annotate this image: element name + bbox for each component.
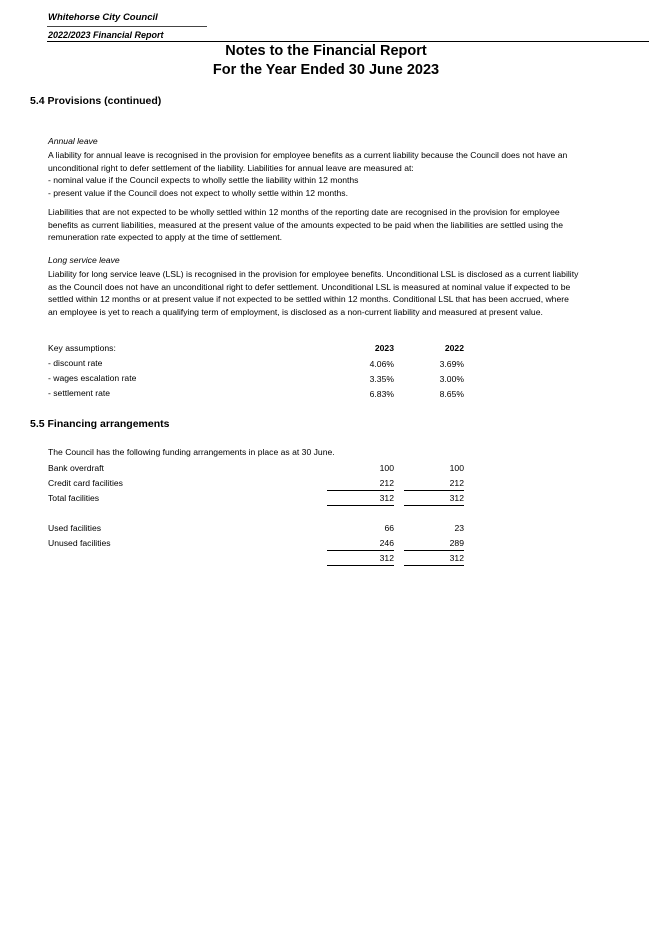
financing-total-2023: 312 [379, 553, 394, 563]
paragraph-line: settled within 12 months or at present value if not expected to be settled within 12 months. Conditional LSL that has been accrued, where [48, 294, 569, 305]
subtotal-rule-2022 [404, 490, 464, 491]
assumption-value-2023: 4.06% [369, 359, 394, 369]
financing-row-label: Used facilities [48, 523, 102, 533]
financing-row-label: Credit card facilities [48, 478, 123, 488]
financing-value-2022: 289 [449, 538, 464, 548]
financing-value-2023: 212 [379, 478, 394, 488]
paragraph-line: benefits as current liabilities, measured at the present value of the amounts expected to be paid when the liabilities are settled using the [48, 219, 563, 230]
subtotal-rule-2022 [404, 550, 464, 551]
page-subtitle: For the Year Ended 30 June 2023 [212, 62, 440, 78]
header-rule [47, 41, 649, 42]
financing-value-2023: 100 [379, 463, 394, 473]
total-rule-2023 [327, 505, 394, 506]
annual-leave-settlement-paragraph [48, 206, 648, 244]
assumption-value-2022: 3.69% [439, 359, 464, 369]
paragraph-line: as the Council does not have an unconditional right to defer settlement. Unconditional LSL is measured at nominal value if expected to be [48, 281, 571, 292]
financing-row-label: Unused facilities [48, 538, 111, 548]
assumption-value-2023: 6.83% [369, 389, 394, 399]
paragraph-line: unconditional right to defer settlement of the liability. Liabilities for annual leave are measured at: [48, 162, 414, 173]
page-title: Notes to the Financial Report [225, 43, 427, 59]
subtotal-rule-2023 [327, 490, 394, 491]
financing-row-label: Bank overdraft [48, 463, 104, 473]
long-service-leave-paragraph [48, 268, 648, 318]
subtotal-rule-2023 [327, 550, 394, 551]
section-heading-financing: 5.5 Financing arrangements [30, 418, 170, 430]
assumption-value-2022: 3.00% [439, 374, 464, 384]
paragraph-line: Liability for long service leave (LSL) is recognised in the provision for employee benefits. Unconditional LSL is disclosed as a current liability [48, 269, 579, 279]
total-rule-2023 [327, 565, 394, 566]
financing-value-2023: 246 [379, 538, 394, 548]
financing-value-2023: 66 [384, 523, 394, 533]
annual-leave-subheading: Annual leave [48, 136, 98, 146]
section-heading-provisions: 5.4 Provisions (continued) [30, 95, 162, 107]
financing-value-2022: 23 [454, 523, 464, 533]
paragraph-line: an employee is yet to reach a qualifying term of employment, is disclosed as a non-current liability and measured at present value. [48, 306, 543, 317]
total-rule-2022 [404, 505, 464, 506]
organisation-name: Whitehorse City Council [48, 12, 158, 23]
long-service-leave-subheading: Long service leave [48, 255, 120, 265]
assumption-row-label: - discount rate [48, 358, 103, 368]
column-header-2022: 2022 [444, 343, 464, 353]
assumption-value-2023: 3.35% [369, 374, 394, 384]
assumption-row-label: - settlement rate [48, 388, 111, 398]
financing-total-label: Total facilities [48, 493, 100, 503]
key-assumptions-label: Key assumptions: [48, 343, 116, 353]
annual-leave-paragraph [48, 149, 648, 199]
paragraph-line: remuneration rate expected to apply at the time of settlement. [48, 232, 283, 243]
financing-total-2022: 312 [449, 553, 464, 563]
report-name: 2022/2023 Financial Report [48, 30, 164, 40]
header-rule-short [47, 26, 207, 27]
paragraph-line: - nominal value if the Council expects to wholly settle the liability within 12 months [48, 175, 359, 186]
financing-value-2022: 212 [449, 478, 464, 488]
financing-total-2023: 312 [379, 493, 394, 503]
assumption-value-2022: 8.65% [439, 389, 464, 399]
paragraph-line: - present value if the Council does not expect to wholly settle within 12 months. [48, 187, 348, 198]
total-rule-2022 [404, 565, 464, 566]
financing-intro: The Council has the following funding arrangements in place as at 30 June. [48, 447, 335, 457]
paragraph-line: A liability for annual leave is recognised in the provision for employee benefits as a current liability because the Council does not have an [48, 150, 568, 160]
column-header-2023: 2023 [374, 343, 394, 353]
paragraph-line: Liabilities that are not expected to be wholly settled within 12 months of the reporting date are recognised in the provision for employee [48, 207, 560, 217]
financing-total-2022: 312 [449, 493, 464, 503]
financing-value-2022: 100 [449, 463, 464, 473]
assumption-row-label: - wages escalation rate [48, 373, 137, 383]
